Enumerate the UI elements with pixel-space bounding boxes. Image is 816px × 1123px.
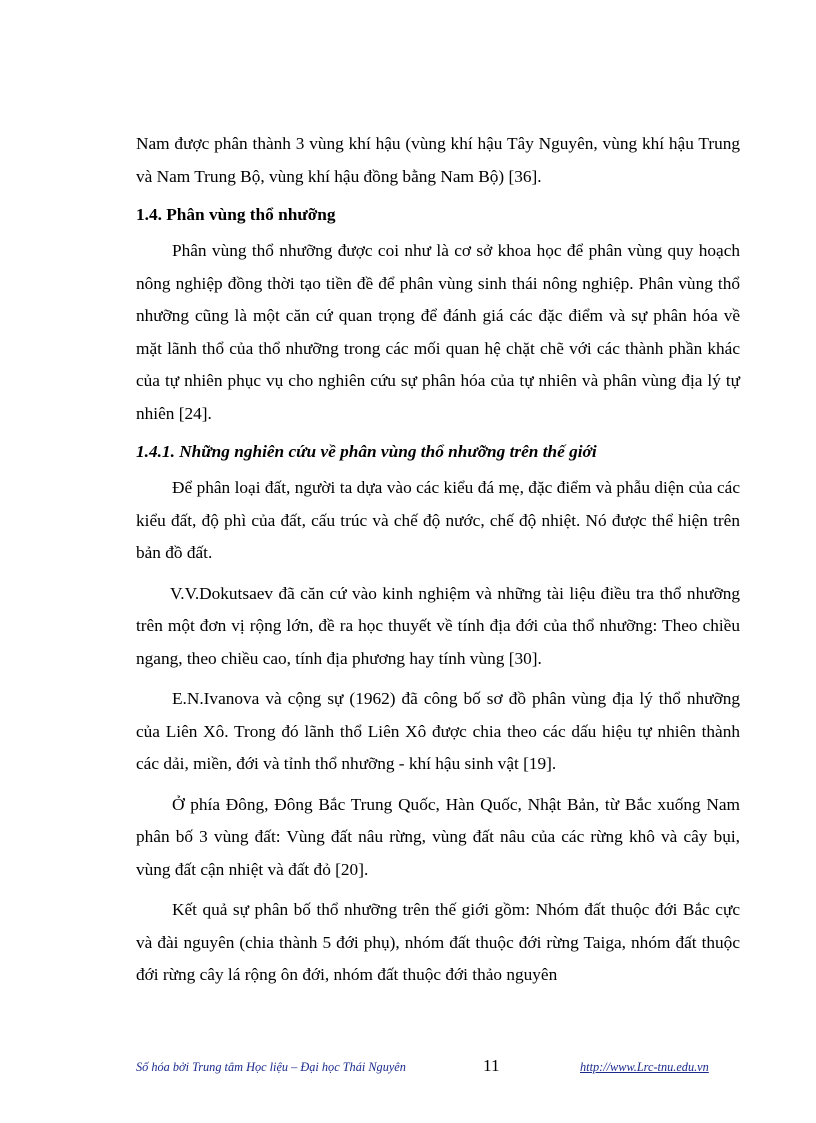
paragraph-world-soil-distribution: Kết quả sự phân bố thổ nhưỡng trên thế giới gồm: Nhóm đất thuộc đới Bắc cực và đài nguyên (chia thành 5 đới phụ), nhóm đất thuộc đới rừng Taiga, nhóm đất thuộc đới rừng cây lá rộng ôn đới, nhóm đất thuộc đới thảo nguyên — [136, 900, 740, 984]
footer-digitized-by: Số hóa bởi Trung tâm Học liệu – Đại học Thái Nguyên — [136, 1060, 406, 1074]
paragraph-east-asia-soils: Ở phía Đông, Đông Bắc Trung Quốc, Hàn Quốc, Nhật Bản, từ Bắc xuống Nam phân bố 3 vùng đất: Vùng đất nâu rừng, vùng đất nâu của các rừng khô và cây bụi, vùng đất cận nhiệt và đất đỏ [20]. — [136, 794, 740, 879]
paragraph-climate-regions: Nam được phân thành 3 vùng khí hậu (vùng khí hậu Tây Nguyên, vùng khí hậu Trung và Nam Trung Bộ, vùng khí hậu đồng bằng Nam Bộ) [36]. — [136, 134, 740, 186]
paragraph-gap — [136, 781, 740, 789]
paragraph-ivanova: E.N.Ivanova và cộng sự (1962) đã công bố sơ đồ phân vùng địa lý thổ nhưỡng của Liên Xô. Trong đó lãnh thổ Liên Xô được chia theo các dấu hiệu tự nhiên thành các dải, miền, đới và tỉnh thổ nhưỡng - khí hậu sinh vật [19]. — [136, 689, 740, 773]
subsection-heading-1-4-1: 1.4.1. Những nghiên cứu về phân vùng thổ nhưỡng trên thế giới — [136, 442, 597, 461]
paragraph-gap — [136, 570, 740, 578]
page-footer — [0, 1056, 816, 1080]
paragraph-soil-zoning-intro: Phân vùng thổ nhưỡng được coi như là cơ sở khoa học để phân vùng quy hoạch nông nghiệp đồng thời tạo tiền đề để phân vùng sinh thái nông nghiệp. Phân vùng thổ nhưỡng cũng là một căn cứ quan trọng để đánh giá các đặc điểm và sự phân hóa về mặt lãnh thổ của thổ nhưỡng trong các mối quan hệ chặt chẽ với các thành phần khác của tự nhiên phục vụ cho nghiên cứu sự phân hóa của tự nhiên và phân vùng địa lý tự nhiên [24]. — [136, 241, 740, 423]
paragraph-gap — [136, 886, 740, 894]
section-heading-1-4: 1.4. Phân vùng thổ nhưỡng — [136, 205, 336, 224]
paragraph-dokutsaev: V.V.Dokutsaev đã căn cứ vào kinh nghiệm và những tài liệu điều tra thổ nhưỡng trên một đơn vị rộng lớn, đề ra học thuyết về tính địa đới của thổ nhưỡng: Theo chiều ngang, theo chiều cao, tính địa phương hay tính vùng [30]. — [136, 583, 740, 668]
footer-url-link[interactable]: http://www.Lrc-tnu.edu.vn — [580, 1060, 709, 1074]
paragraph-gap — [136, 675, 740, 683]
paragraph-soil-classification: Để phân loại đất, người ta dựa vào các kiểu đá mẹ, đặc điểm và phẫu diện của các kiểu đất, độ phì của đất, cấu trúc và chế độ nước, chế độ nhiệt. Nó được thể hiện trên bản đồ đất. — [136, 478, 740, 562]
page-number: 11 — [483, 1056, 500, 1075]
page-content — [136, 128, 740, 992]
